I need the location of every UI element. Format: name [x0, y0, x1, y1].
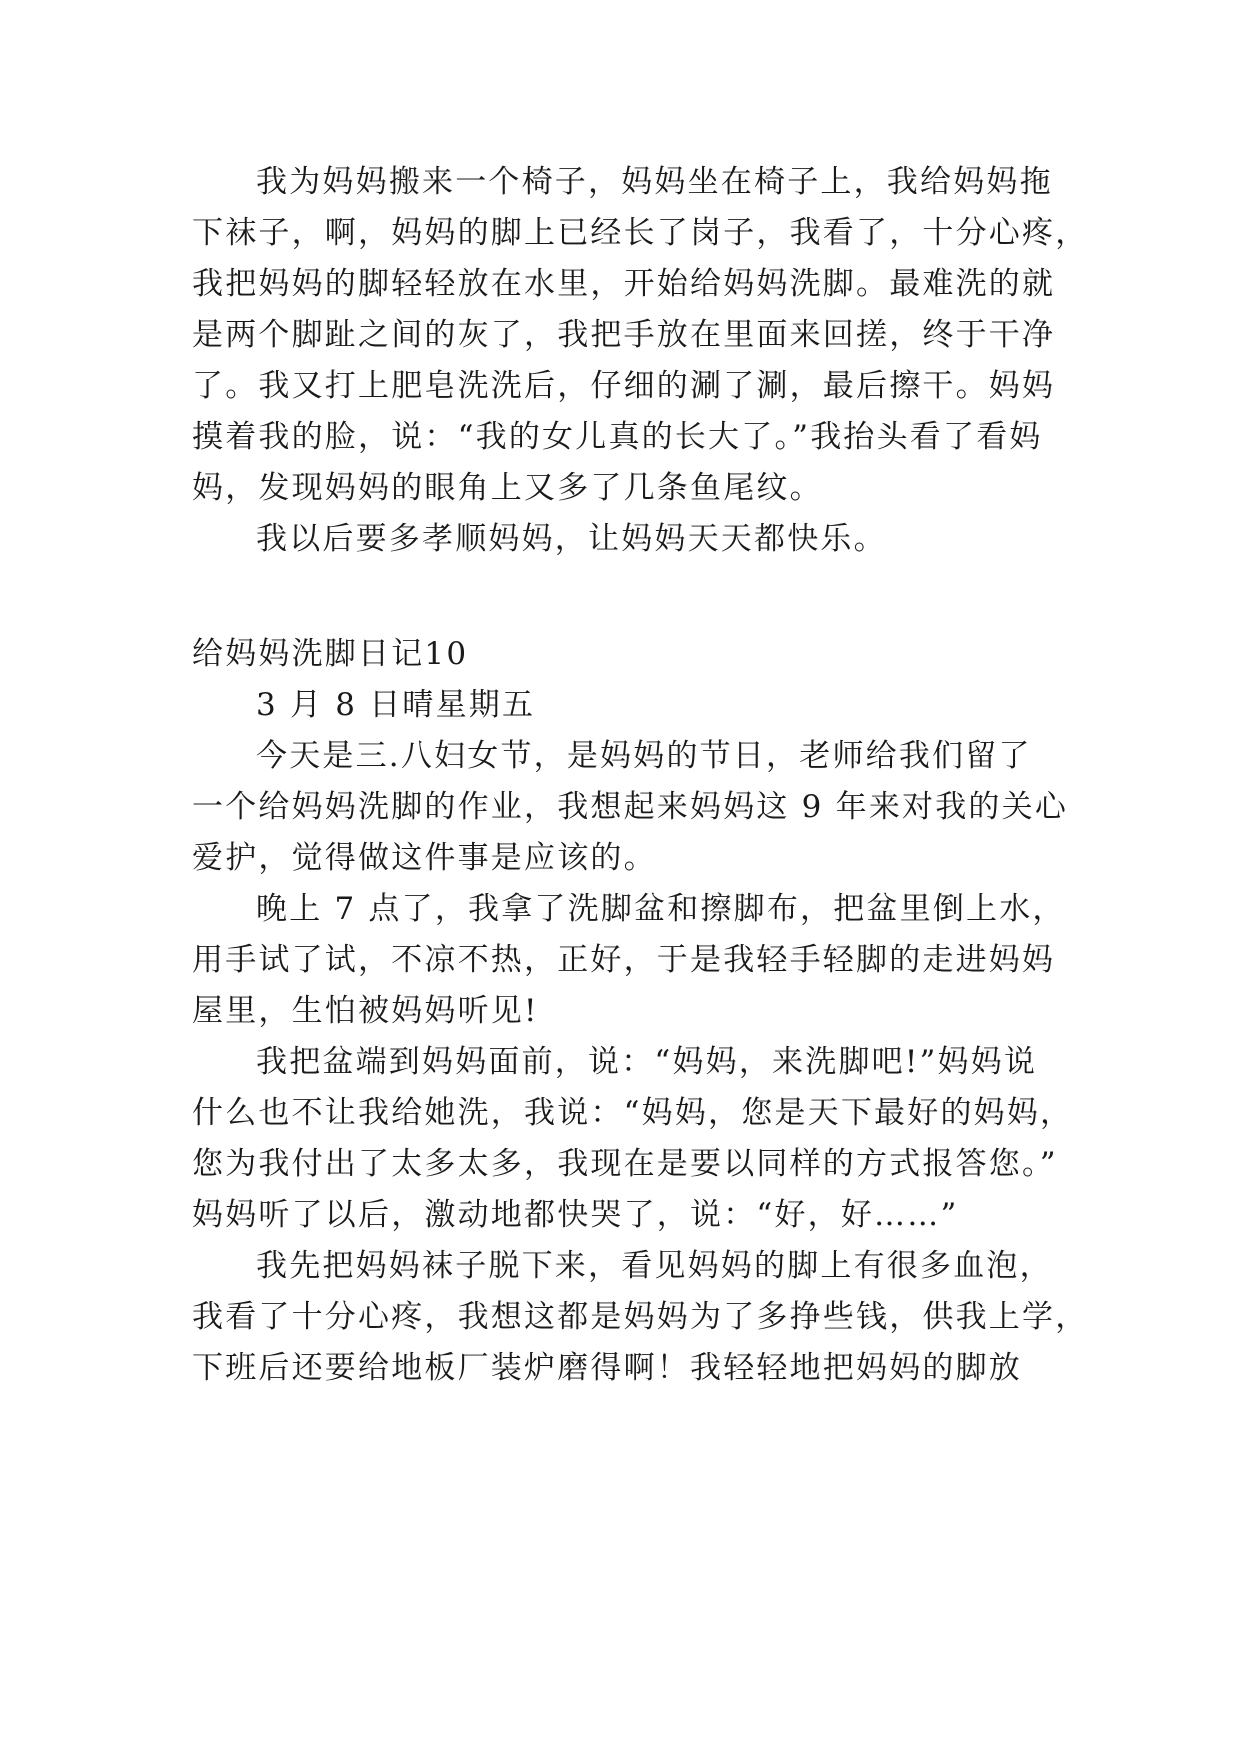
paragraph [192, 514, 1050, 565]
paragraph [192, 1037, 1074, 1241]
text-line: 用手试了试，不凉不热，正好，于是我轻手轻脚的走进妈妈 [192, 942, 1056, 978]
text-line: 爱护，觉得做这件事是应该的。 [192, 840, 657, 876]
text-line: 我以后要多孝顺妈妈，让妈妈天天都快乐。 [256, 521, 887, 557]
paragraph-gap [192, 565, 1050, 629]
text-line: 我把妈妈的脚轻轻放在水里，开始给妈妈洗脚。最难洗的就 [192, 266, 1056, 302]
text-line: 晚上 7 点了，我拿了洗脚盆和擦脚布，把盆里倒上水， [256, 891, 1066, 927]
heading-text: 给妈妈洗脚日记10 [192, 636, 469, 672]
text-line: 摸着我的脸，说：“我的女儿真的长大了。”我抬头看了看妈 [192, 419, 1043, 455]
text-line: 屋里，生怕被妈妈听见! [192, 993, 539, 1029]
date-line [192, 680, 1050, 731]
text-line: 是两个脚趾之间的灰了，我把手放在里面来回搓，终于干净 [192, 317, 1056, 353]
text-line: 我为妈妈搬来一个椅子，妈妈坐在椅子上，我给妈妈拖 [256, 164, 1053, 200]
text-line: 什么也不让我给她洗，我说：“妈妈，您是天下最好的妈妈， [192, 1095, 1074, 1131]
text-line: 下班后还要给地板厂装炉磨得啊！我轻轻地把妈妈的脚放 [192, 1350, 1022, 1386]
paragraph [192, 884, 1066, 1037]
section-heading [192, 629, 1050, 680]
date-text: 3 月 8 日晴星期五 [256, 687, 536, 723]
paragraph [192, 1241, 1089, 1394]
text-line: 我把盆端到妈妈面前，说：“妈妈，来洗脚吧!”妈妈说 [256, 1044, 1038, 1080]
text-line: 今天是三.八妇女节，是妈妈的节日，老师给我们留了 [256, 738, 1032, 774]
text-line: 了。我又打上肥皂洗洗后，仔细的涮了涮，最后擦干。妈妈 [192, 368, 1056, 404]
text-line: 下袜子，啊，妈妈的脚上已经长了岗子，我看了，十分心疼， [192, 215, 1089, 251]
text-line: 妈妈听了以后，激动地都快哭了，说：“好，好……” [192, 1197, 959, 1233]
text-line: 我先把妈妈袜子脱下来，看见妈妈的脚上有很多血泡， [256, 1248, 1053, 1284]
text-line: 您为我付出了太多太多，我现在是要以同样的方式报答您。” [192, 1146, 1058, 1182]
text-line: 一个给妈妈洗脚的作业，我想起来妈妈这 9 年来对我的关心 [192, 789, 1069, 825]
text-line: 我看了十分心疼，我想这都是妈妈为了多挣些钱，供我上学， [192, 1299, 1089, 1335]
text-line: 妈，发现妈妈的眼角上又多了几条鱼尾纹。 [192, 470, 823, 506]
paragraph [192, 157, 1089, 514]
paragraph [192, 731, 1069, 884]
document-body [192, 157, 1089, 1394]
